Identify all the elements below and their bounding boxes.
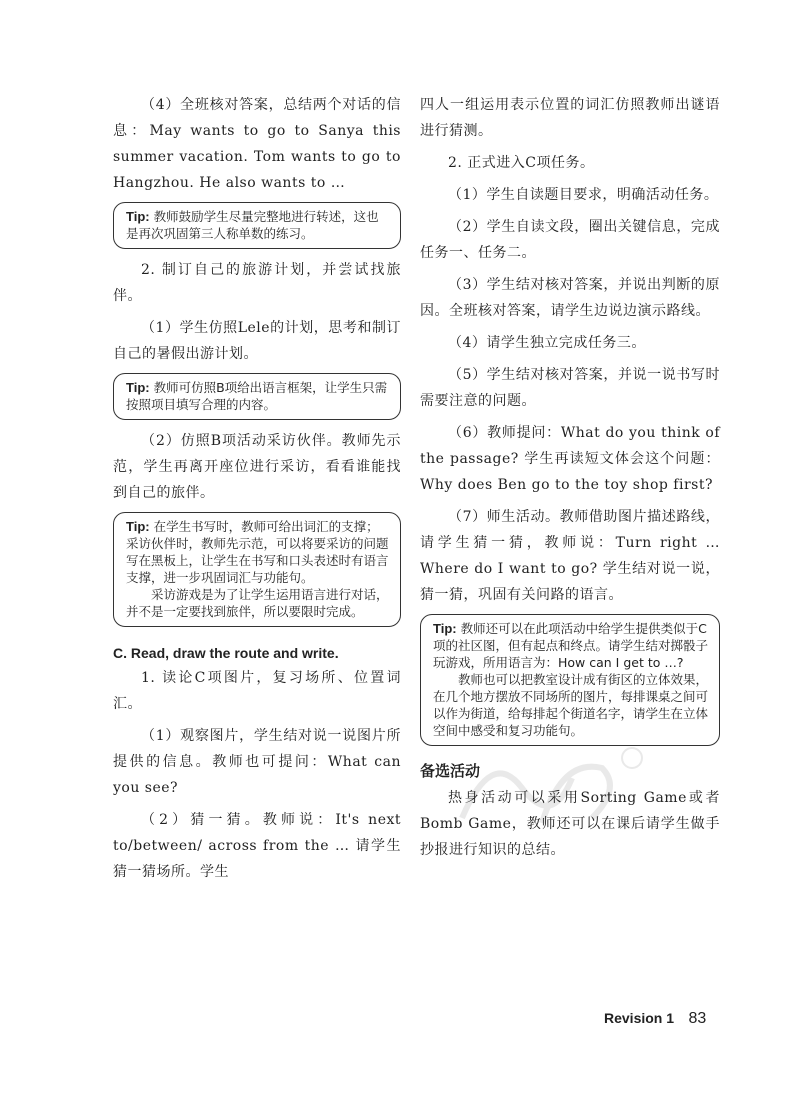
paragraph: 热身活动可以采用Sorting Game或者Bomb Game，教师还可以在课后请学生做手抄报进行知识的总结。	[420, 790, 720, 858]
tip-box	[113, 202, 401, 249]
tip-text: 教师也可以把教室设计成有街区的立体效果，在几个地方摆放不同场所的图片，每排课桌之间可以作为街道，给每排起个街道名字，请学生在立体空间中感受和复习功能句。	[433, 672, 709, 738]
tip-box	[420, 614, 720, 746]
page-footer	[604, 1010, 706, 1028]
tip-label: Tip:	[126, 380, 150, 395]
paragraph: （6）教师提问：What do you think of the passage? 学生再读短文体会这个问题：Why does Ben go to the toy shop first?	[420, 425, 720, 493]
paragraph: 四人一组运用表示位置的词汇仿照教师出谜语进行猜测。	[420, 97, 720, 139]
tip-label: Tip:	[126, 209, 150, 224]
paragraph: （2）仿照B项活动采访伙伴。教师先示范，学生再离开座位进行采访，看看谁能找到自己的旅伴。	[113, 433, 401, 501]
tip-text: 教师鼓励学生尽量完整地进行转述，这也是再次巩固第三人称单数的练习。	[126, 209, 379, 241]
tip-box	[113, 373, 401, 420]
tip-text: 教师可仿照B项给出语言框架，让学生只需按照项目填写合理的内容。	[126, 380, 388, 412]
tip-label: Tip:	[433, 621, 457, 636]
paragraph: （4）请学生独立完成任务三。	[448, 335, 646, 351]
tip-text: 采访游戏是为了让学生运用语言进行对话，并不是一定要找到旅伴，所以要限时完成。	[126, 587, 389, 619]
tip-box	[113, 512, 401, 627]
paragraph: 1. 读论C项图片，复习场所、位置词汇。	[113, 670, 401, 712]
right-column	[420, 92, 720, 869]
paragraph: 2. 制订自己的旅游计划，并尝试找旅伴。	[113, 262, 401, 304]
tip-label: Tip:	[126, 519, 150, 534]
paragraph: （5）学生结对核对答案，并说一说书写时需要注意的问题。	[420, 367, 720, 409]
paragraph: （2）学生自读文段，圈出关键信息，完成任务一、任务二。	[420, 219, 720, 261]
tip-text: 在学生书写时，教师可给出词汇的支撑；采访伙伴时，教师先示范，可以将要采访的问题写在黑板上，让学生在书写和口头表述时有语言支撑，进一步巩固词汇与功能句。	[126, 519, 389, 585]
paragraph: （2）猜一猜。教师说：It's next to/between/ across from the … 请学生猜一猜场所。学生	[113, 812, 401, 880]
paragraph: （1）学生自读题目要求，明确活动任务。	[448, 187, 719, 203]
tip-text: 教师还可以在此项活动中给学生提供类似于C项的社区图，但有起点和终点。请学生结对掷骰子玩游戏，所用语言为：How can I get to …?	[433, 621, 709, 670]
page-number: 83	[688, 1010, 707, 1027]
alternative-activities-heading: 备选活动	[420, 762, 481, 780]
paragraph: （3）学生结对核对答案，并说出判断的原因。全班核对答案，请学生边说边演示路线。	[420, 277, 720, 319]
paragraph: （1）观察图片，学生结对说一说图片所提供的信息。教师也可提问：What can you see?	[113, 728, 401, 796]
paragraph: （4）全班核对答案，总结两个对话的信息：May wants to go to Sanya this summer vacation. Tom wants to go to Hangzhou. He also wants to …	[113, 97, 401, 191]
paragraph: （1）学生仿照Lele的计划，思考和制订自己的暑假出游计划。	[113, 320, 401, 362]
left-column	[113, 92, 401, 891]
section-heading: C. Read, draw the route and write.	[113, 645, 339, 661]
paragraph: （7）师生活动。教师借助图片描述路线，请学生猜一猜，教师说：Turn right … Where do I want to go? 学生结对说一说，猜一猜，巩固有关问路的语言。	[420, 509, 720, 603]
paragraph: 2. 正式进入C项任务。	[448, 155, 595, 171]
footer-title: Revision 1	[604, 1010, 675, 1026]
